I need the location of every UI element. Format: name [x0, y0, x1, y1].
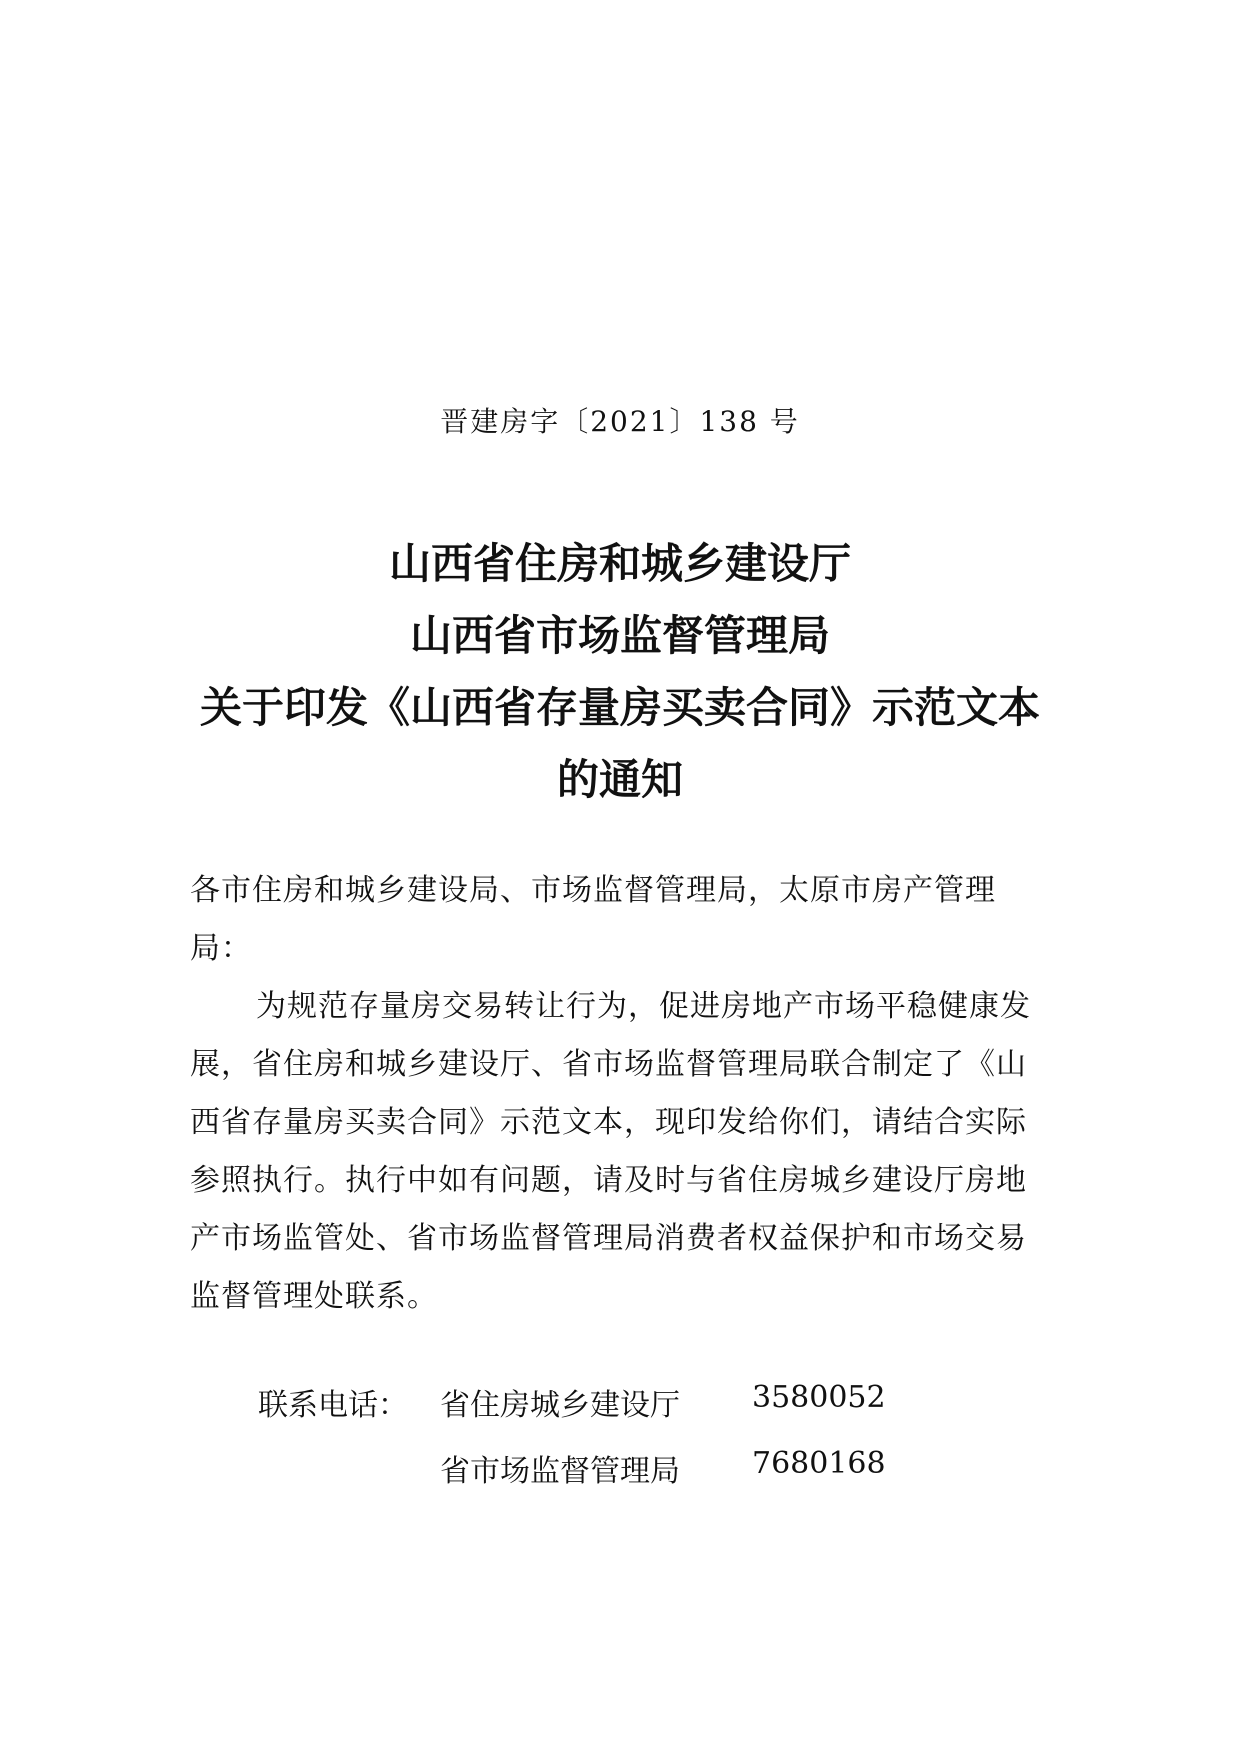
contact-label: 联系电话： [258, 1388, 408, 1423]
title-line-1: 山西省住房和城乡建设厅 [388, 539, 851, 588]
title-line-3: 关于印发《山西省存量房买卖合同》示范文本 [199, 683, 1040, 732]
contact-phone: 3580052 [752, 1380, 886, 1415]
contact-phone: 7680168 [752, 1446, 886, 1481]
document-title [0, 528, 1240, 816]
body-paragraph: 为规范存量房交易转让行为，促进房地产市场平稳健康发展，省住房和城乡建设厅、省市场监督管理局联合制定了《山西省存量房买卖合同》示范文本，现印发给你们，请结合实际参照执行。执行中如有问题，请及时与省住房城乡建设厅房地产市场监管处、省市场监督管理局消费者权益保护和市场交易监督管理处联系。 [190, 989, 1031, 1314]
contact-org: 省市场监督管理局 [440, 1454, 680, 1489]
title-line-4: 的通知 [556, 755, 683, 804]
contact-org: 省住房城乡建设厅 [440, 1388, 680, 1423]
salutation: 各市住房和城乡建设局、市场监督管理局，太原市房产管理局： [190, 873, 996, 966]
document-number: 晋建房字〔2021〕138 号 [440, 405, 800, 438]
title-line-2: 山西省市场监督管理局 [409, 611, 830, 660]
